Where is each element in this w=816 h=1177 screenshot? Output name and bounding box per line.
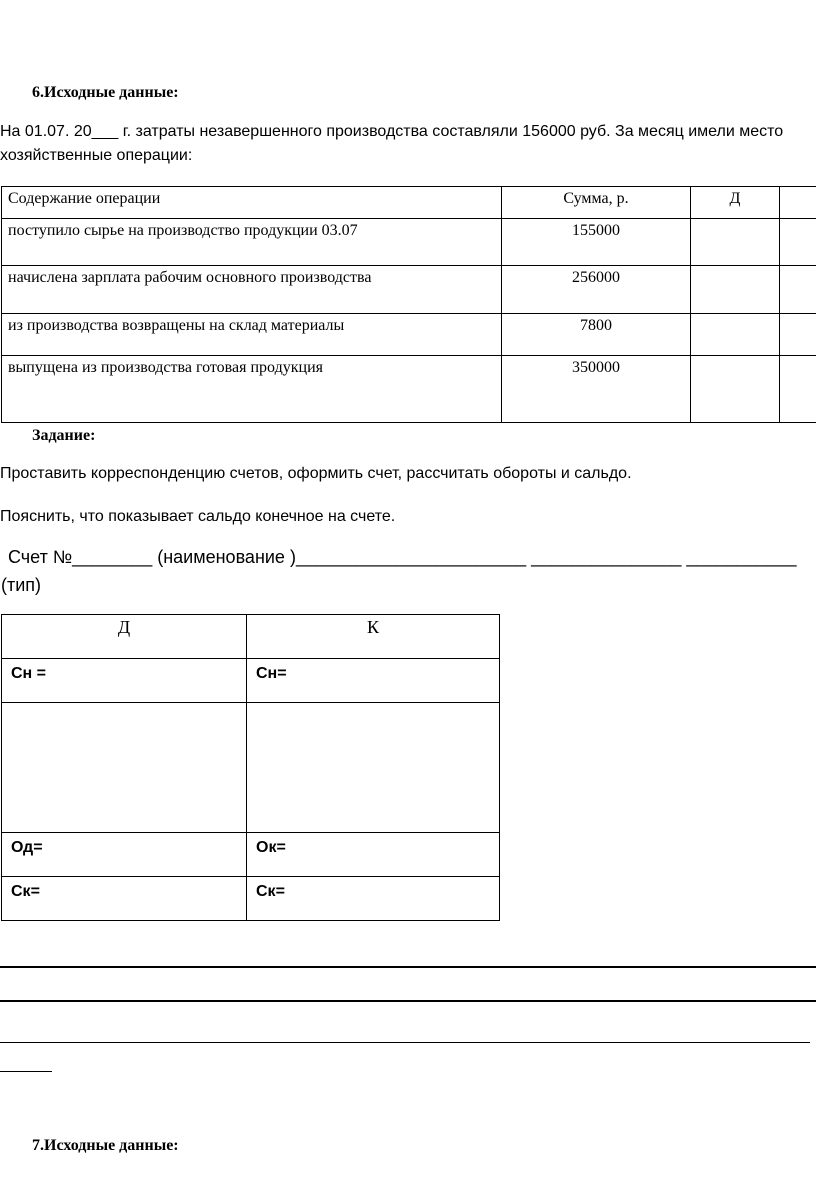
row-credit-cell (780, 266, 816, 314)
t-account-header-row (2, 615, 500, 659)
task-line-1: Проставить корреспонденцию счетов, оформить счет, рассчитать обороты и сальдо. (0, 465, 632, 482)
turnover-debit-label: Од= (2, 833, 247, 877)
closing-debit-label: Ск= (2, 877, 247, 921)
row-operation: выпущена из производства готовая продукция (2, 356, 502, 423)
section-6-heading: 6.Исходные данные: (32, 84, 179, 101)
answer-line (0, 966, 816, 968)
row-credit-cell (780, 219, 816, 266)
header-credit (780, 187, 816, 219)
account-type-label: (тип) (1, 575, 42, 595)
table-row (2, 314, 816, 356)
turnover-credit-label: Ок= (247, 833, 500, 877)
row-credit-cell (780, 356, 816, 423)
opening-balance-row (2, 659, 500, 703)
row-credit-cell (780, 314, 816, 356)
entries-row (2, 703, 500, 833)
answer-line (0, 1000, 816, 1002)
header-amount: Сумма, р. (502, 187, 691, 219)
opening-debit-label: Сн = (2, 659, 247, 703)
turnover-row (2, 833, 500, 877)
row-debit-cell (691, 356, 780, 423)
row-debit-cell (691, 314, 780, 356)
t-account (1, 614, 500, 921)
table-row (2, 219, 816, 266)
intro-line-2: хозяйственные операции: (0, 147, 193, 164)
operations-table (1, 186, 816, 423)
closing-credit-label: Ск= (247, 877, 500, 921)
section-7-heading: 7.Исходные данные: (32, 1137, 179, 1154)
table-header-row (2, 187, 816, 219)
debit-entries-cell (2, 703, 247, 833)
row-operation: из производства возвращены на склад материалы (2, 314, 502, 356)
intro-line-1: На 01.07. 20___ г. затраты незавершенного производства составляли 156000 руб. За месяц имели место (0, 123, 784, 140)
opening-credit-label: Сн= (247, 659, 500, 703)
answer-line (0, 1071, 52, 1072)
closing-balance-row (2, 877, 500, 921)
row-operation: поступило сырье на производство продукции 03.07 (2, 219, 502, 266)
row-debit-cell (691, 266, 780, 314)
row-operation: начислена зарплата рабочим основного производства (2, 266, 502, 314)
account-form-line: Счет №________ (наименование )_______________________ _______________ ___________ (8, 547, 797, 567)
row-amount: 350000 (502, 356, 691, 423)
header-debit: Д (691, 187, 780, 219)
row-amount: 7800 (502, 314, 691, 356)
row-debit-cell (691, 219, 780, 266)
table-row (2, 356, 816, 423)
task-heading: Задание: (32, 427, 96, 444)
debit-header: Д (2, 615, 247, 659)
answer-line (0, 1042, 810, 1043)
header-operation: Содержание операции (2, 187, 502, 219)
row-amount: 155000 (502, 219, 691, 266)
credit-header: К (247, 615, 500, 659)
credit-entries-cell (247, 703, 500, 833)
task-line-2: Пояснить, что показывает сальдо конечное на счете. (0, 508, 396, 525)
row-amount: 256000 (502, 266, 691, 314)
table-row (2, 266, 816, 314)
